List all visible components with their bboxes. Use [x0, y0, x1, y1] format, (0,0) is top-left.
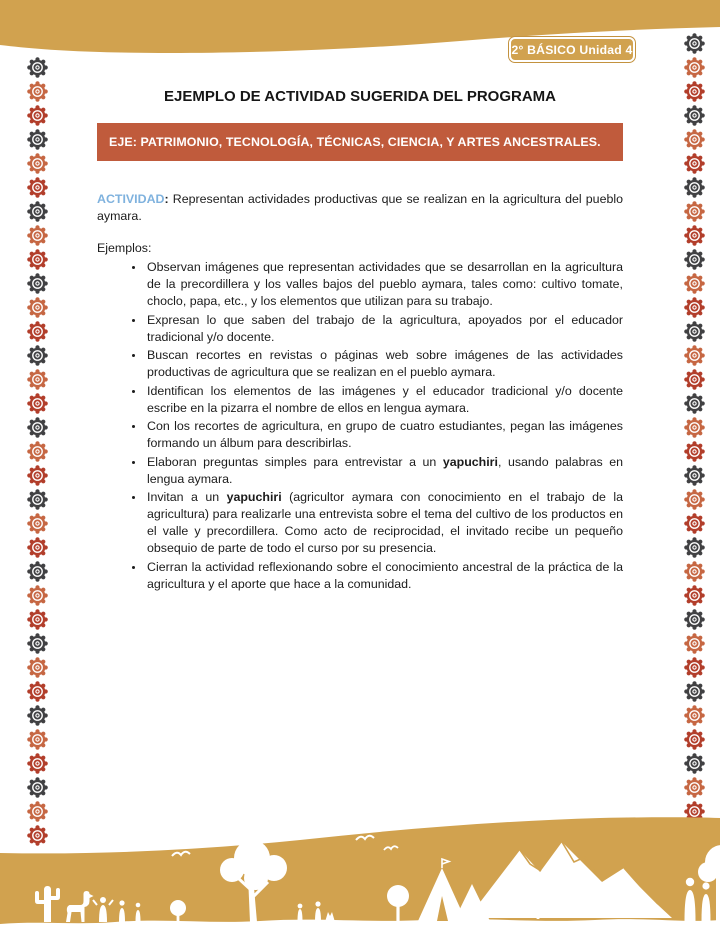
activity-text: Representan actividades productivas que se realizan en la agricultura del pueblo aymara.	[97, 192, 623, 223]
rosette-gear-icon	[684, 465, 705, 486]
rosette-gear-icon	[27, 633, 48, 654]
examples-label: Ejemplos:	[97, 241, 152, 255]
eje-banner: EJE: PATRIMONIO, TECNOLOGÍA, TÉCNICAS, CIENCIA, Y ARTES ANCESTRALES.	[97, 123, 623, 161]
rosette-gear-icon	[684, 441, 705, 462]
rosette-gear-icon	[27, 537, 48, 558]
rosette-gear-icon	[27, 609, 48, 630]
rosette-gear-icon	[684, 369, 705, 390]
rosette-gear-icon	[27, 729, 48, 750]
list-item: • Con los recortes de agricultura, en grupo de cuatro estudiantes, pegan las imágenes formando un álbum para describirlas.	[145, 418, 623, 452]
rosette-gear-icon	[684, 657, 705, 678]
rosette-gear-icon	[27, 417, 48, 438]
rosette-gear-icon	[27, 657, 48, 678]
rosette-gear-icon	[27, 753, 48, 774]
rosette-gear-icon	[684, 393, 705, 414]
right-border-pattern	[684, 33, 705, 822]
rosette-gear-icon	[27, 705, 48, 726]
rosette-gear-icon	[684, 561, 705, 582]
rosette-gear-icon	[684, 225, 705, 246]
rosette-gear-icon	[27, 393, 48, 414]
rosette-gear-icon	[27, 201, 48, 222]
list-item: • Expresan lo que saben del trabajo de la agricultura, apoyados por el educador tradicional y/o docente.	[145, 312, 623, 346]
list-item: • Identifican los elementos de las imágenes y el educador tradicional y/o docente escribe en la pizarra el nombre de ellos en lengua aymara.	[145, 383, 623, 417]
footer-illustration	[0, 810, 720, 932]
rosette-gear-icon	[684, 513, 705, 534]
rosette-gear-icon	[684, 81, 705, 102]
rosette-gear-icon	[684, 153, 705, 174]
rosette-gear-icon	[684, 705, 705, 726]
rosette-gear-icon	[27, 345, 48, 366]
rosette-gear-icon	[27, 321, 48, 342]
rosette-gear-icon	[684, 537, 705, 558]
rosette-gear-icon	[27, 441, 48, 462]
rosette-gear-icon	[27, 489, 48, 510]
rosette-gear-icon	[684, 33, 705, 54]
activity-colon: :	[164, 192, 173, 206]
rosette-gear-icon	[684, 489, 705, 510]
rosette-gear-icon	[684, 321, 705, 342]
rosette-gear-icon	[684, 105, 705, 126]
rosette-gear-icon	[27, 177, 48, 198]
rosette-gear-icon	[27, 585, 48, 606]
rosette-gear-icon	[684, 345, 705, 366]
bullet-list	[97, 259, 623, 593]
rosette-gear-icon	[684, 249, 705, 270]
content-area	[97, 191, 623, 594]
rosette-gear-icon	[27, 57, 48, 78]
rosette-gear-icon	[684, 57, 705, 78]
list-item: • Elaboran preguntas simples para entrevistar a un yapuchiri, usando palabras en lengua aymara.	[145, 454, 623, 488]
activity-label: ACTIVIDAD	[97, 192, 165, 206]
rosette-gear-icon	[27, 681, 48, 702]
rosette-gear-icon	[684, 273, 705, 294]
rosette-gear-icon	[27, 561, 48, 582]
rosette-gear-icon	[684, 297, 705, 318]
rosette-gear-icon	[27, 249, 48, 270]
rosette-gear-icon	[684, 633, 705, 654]
rosette-gear-icon	[27, 297, 48, 318]
list-item: • Buscan recortes en revistas o páginas web sobre imágenes de las actividades productivas de agricultura que se realizan en el pueblo aymara.	[145, 347, 623, 381]
rosette-gear-icon	[27, 369, 48, 390]
left-border-pattern	[27, 57, 48, 846]
rosette-gear-icon	[27, 81, 48, 102]
unit-badge: 2° BÁSICO Unidad 4	[509, 37, 635, 62]
list-item: • Invitan a un yapuchiri (agricultor aymara con conocimiento en el trabajo de la agricultura) para realizarle una entrevista sobre el tema del cultivo de los productos en el valle y precordillera. Como acto de reciprocidad, el invitado recibe un pequeño obsequio de parte de todo el curso por su presencia.	[145, 489, 623, 557]
rosette-gear-icon	[27, 225, 48, 246]
rosette-gear-icon	[684, 129, 705, 150]
rosette-gear-icon	[684, 681, 705, 702]
rosette-gear-icon	[684, 729, 705, 750]
rosette-gear-icon	[684, 777, 705, 798]
rosette-gear-icon	[684, 585, 705, 606]
rosette-gear-icon	[684, 201, 705, 222]
rosette-gear-icon	[684, 177, 705, 198]
rosette-gear-icon	[684, 753, 705, 774]
rosette-gear-icon	[684, 417, 705, 438]
list-item: • Cierran la actividad reflexionando sobre el conocimiento ancestral de la práctica de la agricultura y el aporte que hace a la comunidad.	[145, 559, 623, 593]
list-item: • Observan imágenes que representan actividades que se desarrollan en la agricultura de la precordillera y los valles bajos del pueblo aymara, tales como: cultivo tomate, choclo, papa, etc., y los elementos que utilizan para su trabajo.	[145, 259, 623, 310]
rosette-gear-icon	[27, 153, 48, 174]
rosette-gear-icon	[27, 465, 48, 486]
activity-paragraph	[97, 191, 623, 225]
rosette-gear-icon	[27, 129, 48, 150]
page-title: EJEMPLO DE ACTIVIDAD SUGERIDA DEL PROGRAMA	[164, 88, 556, 105]
rosette-gear-icon	[27, 105, 48, 126]
rosette-gear-icon	[27, 273, 48, 294]
rosette-gear-icon	[684, 609, 705, 630]
rosette-gear-icon	[27, 777, 48, 798]
rosette-gear-icon	[27, 513, 48, 534]
